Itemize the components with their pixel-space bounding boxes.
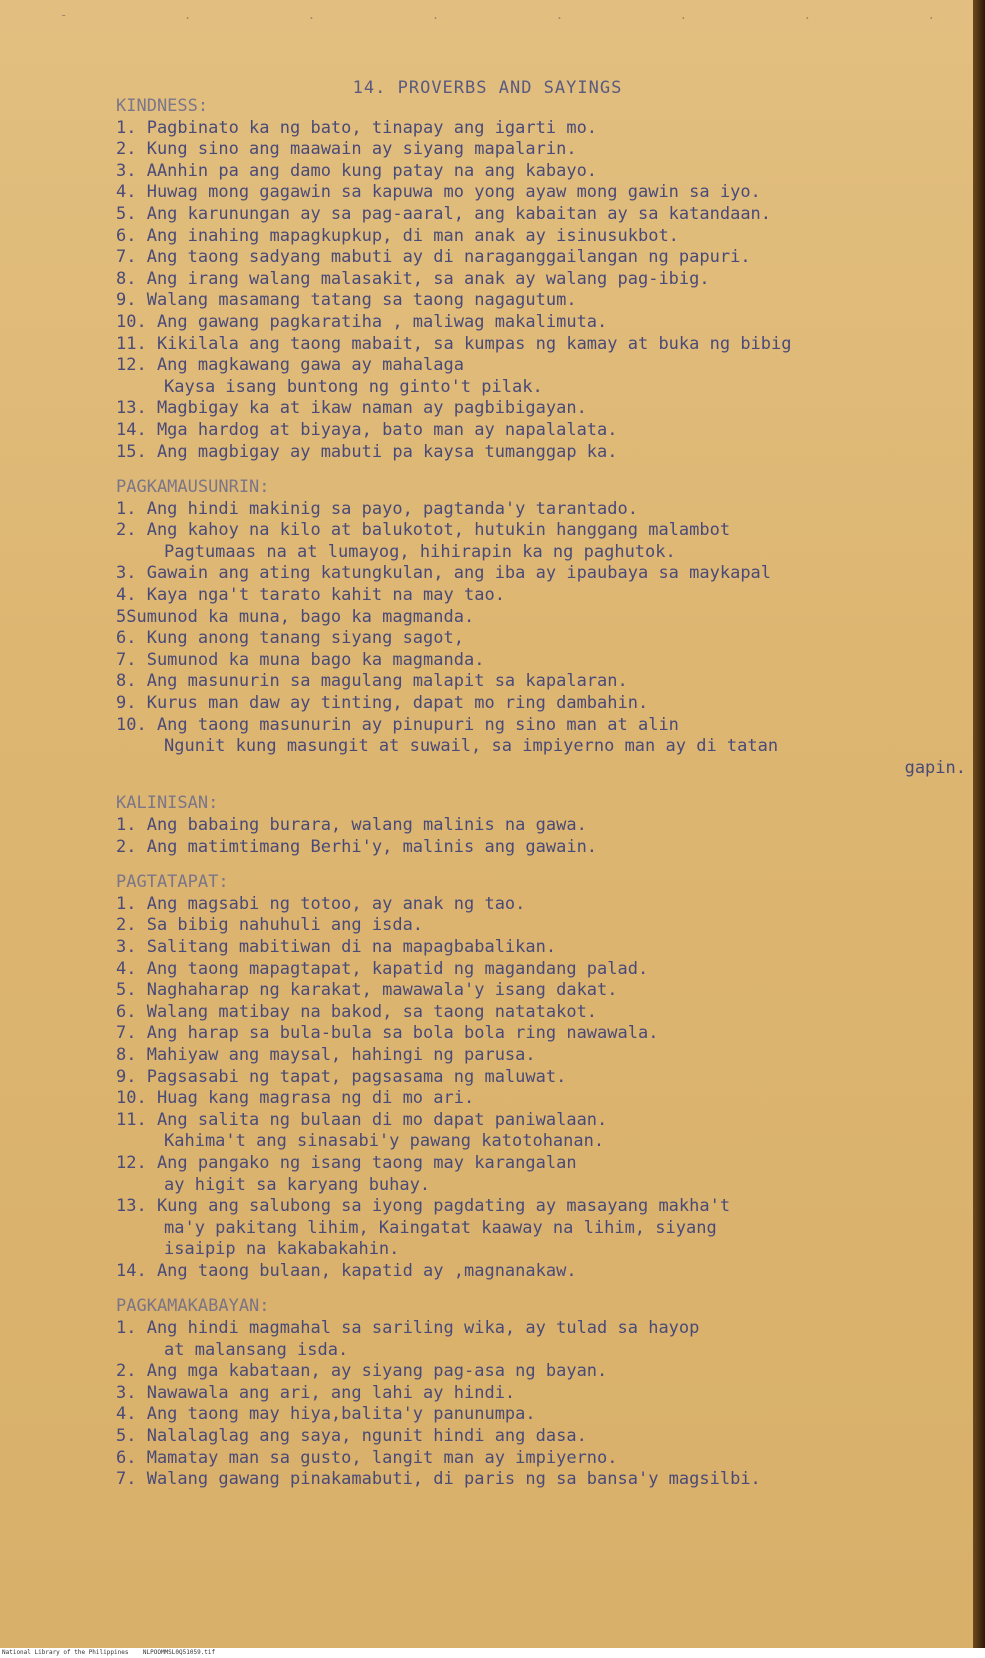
proverb-line: 6. Kung anong tanang siyang sagot, xyxy=(116,628,464,649)
proverb-line: 12. Ang magkawang gawa ay mahalaga xyxy=(116,355,464,376)
scan-footer: National Library of the Philippines NLPOOMMSL0Q51059.tif xyxy=(0,1648,985,1658)
proverb-line: 9. Walang masamang tatang sa taong nagagutum. xyxy=(116,290,577,311)
proverb-line: 7. Ang harap sa bula-bula sa bola bola ring nawawala. xyxy=(116,1023,659,1044)
proverb-line: 11. Kikilala ang taong mabait, sa kumpas ng kamay at buka ng bibig xyxy=(116,333,792,354)
proverb-line: 3. Gawain ang ating katungkulan, ang iba ay ipaubaya sa maykapal xyxy=(116,563,772,584)
proverb-line: 8. Ang irang walang malasakit, sa anak ay walang pag-ibig. xyxy=(116,268,710,289)
mark: . xyxy=(431,8,440,22)
proverb-line: 2. Ang kahoy na kilo at balukotot, hutukin hanggang malambot xyxy=(116,520,731,541)
proverb-line: 7. Ang taong sadyang mabuti ay di naraganggailangan ng papuri. xyxy=(116,247,751,268)
mark: . xyxy=(803,8,811,22)
proverb-line: 1. Ang babaing burara, walang malinis na gawa. xyxy=(116,815,587,835)
proverb-line: gapin. xyxy=(904,757,966,778)
document-body xyxy=(116,96,972,1491)
proverb-line: Kahima't ang sinasabi'y pawang katotohanan. xyxy=(164,1131,605,1152)
section-heading: PAGTATAPAT: xyxy=(116,872,229,893)
proverb-line: 5. Naghaharap ng karakat, mawawala'y isang dakat. xyxy=(116,980,618,1001)
proverb-line: 13. Kung ang salubong sa iyong pagdating ay masayang makha't xyxy=(116,1196,731,1217)
proverb-line: 14. Mga hardog at biyaya, bato man ay napalalata. xyxy=(116,419,618,440)
mark: . xyxy=(927,8,935,22)
proverb-line: 8. Ang masunurin sa magulang malapit sa kapalaran. xyxy=(116,671,628,692)
mark: . xyxy=(679,8,687,22)
mark: . xyxy=(183,8,192,22)
proverb-line: 4. Ang taong mapagtapat, kapatid ng magandang palad. xyxy=(116,958,649,979)
proverb-line: 6. Mamatay man sa gusto, langit man ay impiyerno. xyxy=(116,1447,618,1468)
top-edge-marks xyxy=(60,8,935,24)
proverb-line: isaipip na kakabakahin. xyxy=(164,1239,400,1260)
proverb-line: 4. Ang taong may hiya,balita'y panunumpa. xyxy=(116,1404,536,1425)
proverb-line: 14. Ang taong bulaan, kapatid ay ,magnanakaw. xyxy=(116,1260,577,1281)
proverb-line: 1. Ang hindi makinig sa payo, pagtanda'y tarantado. xyxy=(116,498,638,519)
proverb-line: 5. Ang karunungan ay sa pag-aaral, ang kabaitan ay sa katandaan. xyxy=(116,203,772,224)
section-heading: PAGKAMAUSUNRIN: xyxy=(116,477,270,498)
proverb-line: 2. Kung sino ang maawain ay siyang mapalarin. xyxy=(116,139,577,160)
proverb-line: 6. Walang matibay na bakod, sa taong natatakot. xyxy=(116,1001,598,1022)
proverb-line: ay higit sa karyang buhay. xyxy=(164,1174,431,1195)
proverb-line: at malansang isda. xyxy=(164,1339,349,1360)
section-heading: KALINISAN: xyxy=(116,793,219,814)
mark: - xyxy=(60,8,68,22)
proverb-line: 3. AAnhin pa ang damo kung patay na ang kabayo. xyxy=(116,160,598,181)
proverb-line: 1. Pagbinato ka ng bato, tinapay ang igarti mo. xyxy=(116,117,598,138)
page-binding-edge xyxy=(973,0,985,1648)
page-title: 14. PROVERBS AND SAYINGS xyxy=(352,78,623,98)
section-gap xyxy=(116,779,972,793)
proverb-line: 9. Pagsasabi ng tapat, pagsasama ng maluwat. xyxy=(116,1066,567,1087)
section-heading: PAGKAMAKABAYAN: xyxy=(116,1296,270,1317)
proverb-line: 7. Walang gawang pinakamabuti, di paris ng sa bansa'y magsilbi. xyxy=(116,1469,761,1490)
proverb-line: 2. Ang mga kabataan, ay siyang pag-asa ng bayan. xyxy=(116,1361,608,1382)
proverb-line: 15. Ang magbigay ay mabuti pa kaysa tumanggap ka. xyxy=(116,441,618,462)
proverb-line: Pagtumaas na at lumayog, hihirapin ka ng paghutok. xyxy=(164,541,676,562)
proverb-line: 3. Nawawala ang ari, ang lahi ay hindi. xyxy=(116,1382,516,1403)
proverb-line: 5. Nalalaglag ang saya, ngunit hindi ang dasa. xyxy=(116,1426,587,1447)
section-gap xyxy=(116,463,972,477)
mark: . xyxy=(307,8,316,22)
proverb-line: 8. Mahiyaw ang maysal, hahingi ng parusa. xyxy=(116,1044,536,1065)
proverb-line: 2. Sa bibig nahuhuli ang isda. xyxy=(116,915,424,936)
proverb-line: 9. Kurus man daw ay tinting, dapat mo ring dambahin. xyxy=(116,693,649,714)
proverb-line: 4. Kaya nga't tarato kahit na may tao. xyxy=(116,585,505,606)
proverb-line: 6. Ang inahing mapagkupkup, di man anak ay isinusukbot. xyxy=(116,225,679,246)
proverb-line: ma'y pakitang lihim, Kaingatat kaaway na lihim, siyang xyxy=(164,1217,717,1238)
proverb-line: 1. Ang magsabi ng totoo, ay anak ng tao. xyxy=(116,893,526,914)
proverb-line: 10. Ang gawang pagkaratiha , maliwag makalimuta. xyxy=(116,311,608,332)
proverb-line: 5Sumunod ka muna, bago ka magmanda. xyxy=(116,606,475,627)
proverb-line: 11. Ang salita ng bulaan di mo dapat paniwalaan. xyxy=(116,1109,608,1130)
section-gap xyxy=(116,1282,972,1296)
section-heading: KINDNESS: xyxy=(116,96,209,116)
section-gap xyxy=(116,858,972,872)
proverb-line: 3. Salitang mabitiwan di na mapagbabalikan. xyxy=(116,936,557,957)
proverb-line: 13. Magbigay ka at ikaw naman ay pagbibigayan. xyxy=(116,398,587,419)
proverb-line: 1. Ang hindi magmahal sa sariling wika, ay tulad sa hayop xyxy=(116,1318,700,1339)
proverb-line: 2. Ang matimtimang Berhi'y, malinis ang gawain. xyxy=(116,836,598,857)
proverb-line: 10. Ang taong masunurin ay pinupuri ng sino man at alin xyxy=(116,714,679,735)
proverb-line: Kaysa isang buntong ng ginto't pilak. xyxy=(164,376,543,397)
proverb-line: 10. Huag kang magrasa ng di mo ari. xyxy=(116,1088,475,1109)
proverb-line: 12. Ang pangako ng isang taong may karangalan xyxy=(116,1152,577,1173)
proverb-line: 7. Sumunod ka muna bago ka magmanda. xyxy=(116,649,485,670)
proverb-line: 4. Huwag mong gagawin sa kapuwa mo yong ayaw mong gawin sa iyo. xyxy=(116,182,761,203)
proverb-line: Ngunit kung masungit at suwail, sa impiyerno man ay di tatan xyxy=(164,736,779,757)
mark: . xyxy=(555,8,564,22)
